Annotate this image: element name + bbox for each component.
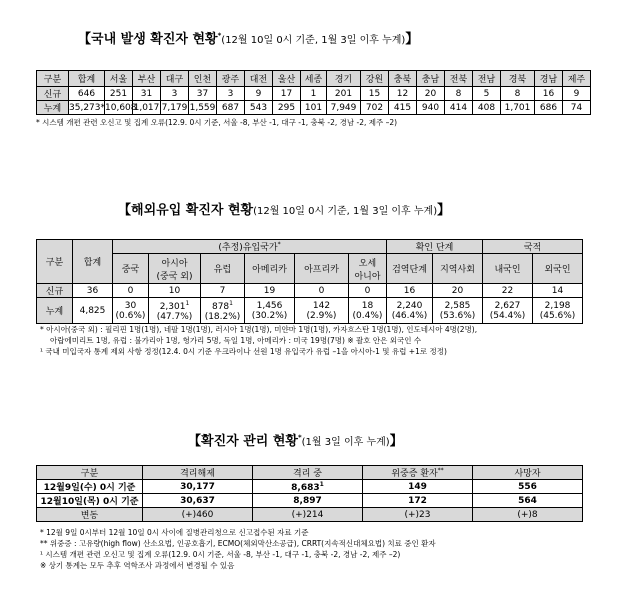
cell: (+)460 — [143, 508, 253, 522]
table-subheader-row — [37, 254, 583, 284]
column-header: 전남 — [473, 71, 501, 87]
cell-pct: (46.4%) — [391, 310, 428, 321]
column-header: 전북 — [445, 71, 473, 87]
cell: 12 — [389, 87, 417, 101]
title-text: 해외유입 확진자 현황 — [131, 203, 254, 218]
column-header: 경기 — [327, 71, 361, 87]
column-header: 경남 — [535, 71, 563, 87]
note-line: * 아시아(중국 외) : 필리핀 1명(1명), 네팔 1명(1명), 러시아 1명(1명), 미얀마 1명(1명), 카자흐스탄 1명(1명), 인도네시아 4명(2명), — [40, 325, 478, 334]
cell: 101 — [301, 101, 327, 115]
bracket-close: 】 — [389, 434, 403, 449]
cell: 16 — [535, 87, 563, 101]
cell: 10 — [149, 284, 201, 298]
cell: 7,179 — [161, 102, 188, 113]
domestic-table — [36, 70, 591, 115]
header-stage: 확인 단계 — [387, 240, 483, 254]
header-critical — [363, 466, 473, 480]
cell — [433, 298, 483, 324]
cell — [113, 298, 149, 324]
cell: 0 — [113, 284, 149, 298]
cell: 14 — [533, 284, 583, 298]
cell — [149, 298, 201, 324]
table-row — [37, 101, 591, 115]
cell: 8 — [501, 87, 535, 101]
cell: 702 — [361, 101, 389, 115]
note-line: ** 위중증 : 고유량(high flow) 산소요법, 인공호흡기, ECMO(체외막산소공급), CRRT(지속적신대체요법) 치료 중인 환자 — [40, 539, 436, 548]
cell: 10,608 — [105, 102, 137, 113]
cell-mark: 1 — [319, 480, 324, 488]
title-star: * — [217, 31, 222, 40]
subheader-asia-line1: 아시아 — [161, 258, 188, 269]
cell — [533, 298, 583, 324]
cell: (+)23 — [363, 508, 473, 522]
subheader-america: 아메리카 — [245, 254, 295, 284]
table-header-row — [37, 240, 583, 254]
cell: 1,559 — [189, 102, 216, 113]
cell: 1,017 — [133, 102, 160, 113]
header-released: 격리해제 — [143, 466, 253, 480]
subheader-china: 중국 — [113, 254, 149, 284]
cell — [253, 480, 363, 494]
cell: 295 — [273, 101, 301, 115]
table-row — [37, 480, 583, 494]
row-label-cum: 누계 — [37, 298, 73, 324]
note-line: ※ 상기 통계는 모두 추후 역학조사 과정에서 변경될 수 있음 — [40, 561, 235, 570]
header-deaths: 사망자 — [473, 466, 583, 480]
cell: 3 — [161, 87, 189, 101]
cell-value: 878 — [211, 301, 230, 312]
cell-value: 30 — [124, 300, 137, 311]
cell-value: 2,301 — [159, 301, 186, 312]
header-gubun: 구분 — [37, 466, 143, 480]
note-line: ¹ 국내 미입국자 통계 제외 사항 정정(12.4. 0시 기준 우크라이나 선원 1명 유입국가 유럽 –1을 아시아-1 및 유럽 +1로 정정) — [40, 347, 447, 356]
cell-value: 2,627 — [494, 300, 521, 311]
cell: 172 — [363, 494, 473, 508]
cell: 149 — [363, 480, 473, 494]
cell: 17 — [273, 87, 301, 101]
cell-value: 1,456 — [256, 300, 283, 311]
column-header: 대전 — [245, 71, 273, 87]
table-header-row — [37, 71, 591, 87]
cell-value: 142 — [312, 300, 331, 311]
header-total: 합계 — [73, 240, 113, 284]
cell-pct: (30.2%) — [251, 310, 288, 321]
cell: 3 — [217, 87, 245, 101]
cell: 30,637 — [143, 494, 253, 508]
cell: 564 — [473, 494, 583, 508]
cell-value: 18 — [361, 300, 374, 311]
subheader-europe: 유럽 — [201, 254, 245, 284]
subheader-community: 지역사회 — [433, 254, 483, 284]
subheader-oceania-line1: 오세 — [358, 258, 377, 269]
header-inflow-label: (추정)유입국가 — [218, 243, 278, 253]
table-row — [37, 87, 591, 101]
header-gubun: 구분 — [37, 240, 73, 284]
header-critical-mark: ** — [437, 467, 444, 474]
column-header: 구분 — [37, 71, 69, 87]
bracket-close: 】 — [405, 32, 419, 47]
row-label: 12월10일(목) 0시 기준 — [37, 494, 143, 508]
column-header: 인천 — [189, 71, 217, 87]
column-header: 세종 — [301, 71, 327, 87]
bracket-open: 【 — [118, 203, 132, 218]
cell: 687 — [217, 101, 245, 115]
table-row — [37, 284, 583, 298]
cell: 0 — [295, 284, 349, 298]
column-header: 서울 — [105, 71, 133, 87]
cell: 415 — [389, 101, 417, 115]
management-table — [36, 465, 583, 522]
table-row — [37, 494, 583, 508]
cell: 7,949 — [327, 101, 361, 115]
cell: 36 — [73, 284, 113, 298]
cell-pct: (53.6%) — [439, 310, 476, 321]
cell: 9 — [563, 87, 591, 101]
cell: 543 — [245, 101, 273, 115]
section1-note: * 시스템 개편 관련 오신고 및 집계 오류(12.9. 0시 기준, 서울 -8, 부산 -1, 대구 -1, 충북 -2, 경남 -2, 제주 –2) — [36, 118, 398, 127]
header-inflow-country — [113, 240, 387, 254]
cell-value: 8,683 — [291, 482, 320, 493]
note-line: ¹ 시스템 개편 관련 오신고 및 집계 오류(12.9. 0시 기준, 서울 -8, 부산 -1, 대구 -1, 충북 -2, 경남 -2, 제주 –2) — [40, 550, 401, 559]
title-subtitle: (12월 10일 0시 기준, 1월 3일 이후 누계) — [221, 35, 406, 46]
bracket-open: 【 — [188, 434, 202, 449]
cell: 201 — [327, 87, 361, 101]
header-critical-label: 위중증 환자 — [391, 469, 438, 479]
title-text: 국내 발생 확진자 현황 — [91, 32, 218, 47]
section2-title — [118, 199, 450, 218]
cell: 35,273* — [69, 102, 105, 113]
cell: 7 — [201, 284, 245, 298]
bracket-close: 】 — [437, 203, 451, 218]
cell — [201, 298, 245, 324]
cell: 19 — [245, 284, 295, 298]
note-line: * 12월 9일 0시부터 12월 10일 0시 사이에 질병관리청으로 신고접수된 자료 기준 — [40, 528, 309, 537]
cell-pct: (0.4%) — [352, 310, 383, 321]
bracket-open: 【 — [78, 32, 92, 47]
column-header: 충남 — [417, 71, 445, 87]
section3-notes — [40, 527, 436, 571]
cell: (+)8 — [473, 508, 583, 522]
cell-pct: (18.2%) — [204, 311, 241, 322]
cell: 74 — [563, 101, 591, 115]
column-header: 광주 — [217, 71, 245, 87]
cell: 940 — [417, 101, 445, 115]
title-subtitle: (12월 10일 0시 기준, 1월 3일 이후 누계) — [253, 206, 438, 217]
cell-pct: (47.7%) — [156, 311, 193, 322]
column-header: 대구 — [161, 71, 189, 87]
header-inflow-star: * — [277, 241, 281, 248]
cell: 646 — [69, 87, 105, 101]
overseas-table — [36, 239, 583, 324]
subheader-oceania — [349, 254, 387, 284]
cell: 408 — [473, 101, 501, 115]
cell: 251 — [105, 87, 133, 101]
cell: 686 — [535, 101, 563, 115]
cell: 4,825 — [73, 298, 113, 324]
column-header: 제주 — [563, 71, 591, 87]
cell: 0 — [349, 284, 387, 298]
cell-value: 2,198 — [544, 300, 571, 311]
cell: 22 — [483, 284, 533, 298]
title-star: * — [297, 433, 302, 442]
cell: 1 — [301, 87, 327, 101]
cell-pct: (54.4%) — [489, 310, 526, 321]
cell-pct: (0.6%) — [115, 310, 146, 321]
cell — [245, 298, 295, 324]
column-header: 강원 — [361, 71, 389, 87]
section3-title — [188, 430, 403, 449]
column-header: 부산 — [133, 71, 161, 87]
section1-title — [78, 28, 418, 47]
subheader-foreigner: 외국인 — [533, 254, 583, 284]
header-isolated: 격리 중 — [253, 466, 363, 480]
cell: 16 — [387, 284, 433, 298]
note-line: 아랍에미리트 1명, 유럽 : 불가리아 1명, 헝가리 5명, 독일 1명, 아메리카 : 미국 19명(7명) ※ 괄호 안은 외국인 수 — [50, 336, 422, 345]
column-header: 울산 — [273, 71, 301, 87]
cell: 20 — [433, 284, 483, 298]
row-label: 12월9일(수) 0시 기준 — [37, 480, 143, 494]
title-text: 확진자 관리 현황 — [201, 434, 298, 449]
cell — [387, 298, 433, 324]
table-row — [37, 298, 583, 324]
subheader-asia — [149, 254, 201, 284]
cell-pct: (2.9%) — [306, 310, 337, 321]
header-nationality: 국적 — [483, 240, 583, 254]
cell: 5 — [473, 87, 501, 101]
cell — [295, 298, 349, 324]
cell-value: 2,240 — [396, 300, 423, 311]
cell-pct: (45.6%) — [539, 310, 576, 321]
cell: 37 — [189, 87, 217, 101]
subheader-africa: 아프리카 — [295, 254, 349, 284]
column-header: 충북 — [389, 71, 417, 87]
cell: 15 — [361, 87, 389, 101]
cell: 1,701 — [501, 101, 535, 115]
row-label: 누계 — [37, 101, 69, 115]
row-label: 신규 — [37, 87, 69, 101]
subheader-quarantine: 검역단계 — [387, 254, 433, 284]
cell: 8,897 — [253, 494, 363, 508]
cell-value: 2,585 — [444, 300, 471, 311]
section2-notes — [40, 324, 477, 357]
cell: 8 — [445, 87, 473, 101]
subheader-korean: 내국인 — [483, 254, 533, 284]
table-header-row — [37, 466, 583, 480]
cell-mark: 1 — [229, 299, 233, 307]
subheader-asia-line2: (중국 외) — [156, 271, 193, 282]
cell: (+)214 — [253, 508, 363, 522]
table-row — [37, 508, 583, 522]
column-header: 경북 — [501, 71, 535, 87]
cell: 9 — [245, 87, 273, 101]
cell: 20 — [417, 87, 445, 101]
title-subtitle: (1월 3일 이후 누계) — [301, 437, 390, 448]
cell — [349, 298, 387, 324]
column-header: 합계 — [69, 71, 105, 87]
cell: 414 — [445, 101, 473, 115]
cell: 30,177 — [143, 480, 253, 494]
subheader-oceania-line2: 아니아 — [354, 271, 381, 282]
cell-mark: 1 — [185, 299, 190, 307]
cell — [483, 298, 533, 324]
row-label-new: 신규 — [37, 284, 73, 298]
cell: 556 — [473, 480, 583, 494]
cell: 31 — [133, 87, 161, 101]
row-label: 변동 — [37, 508, 143, 522]
